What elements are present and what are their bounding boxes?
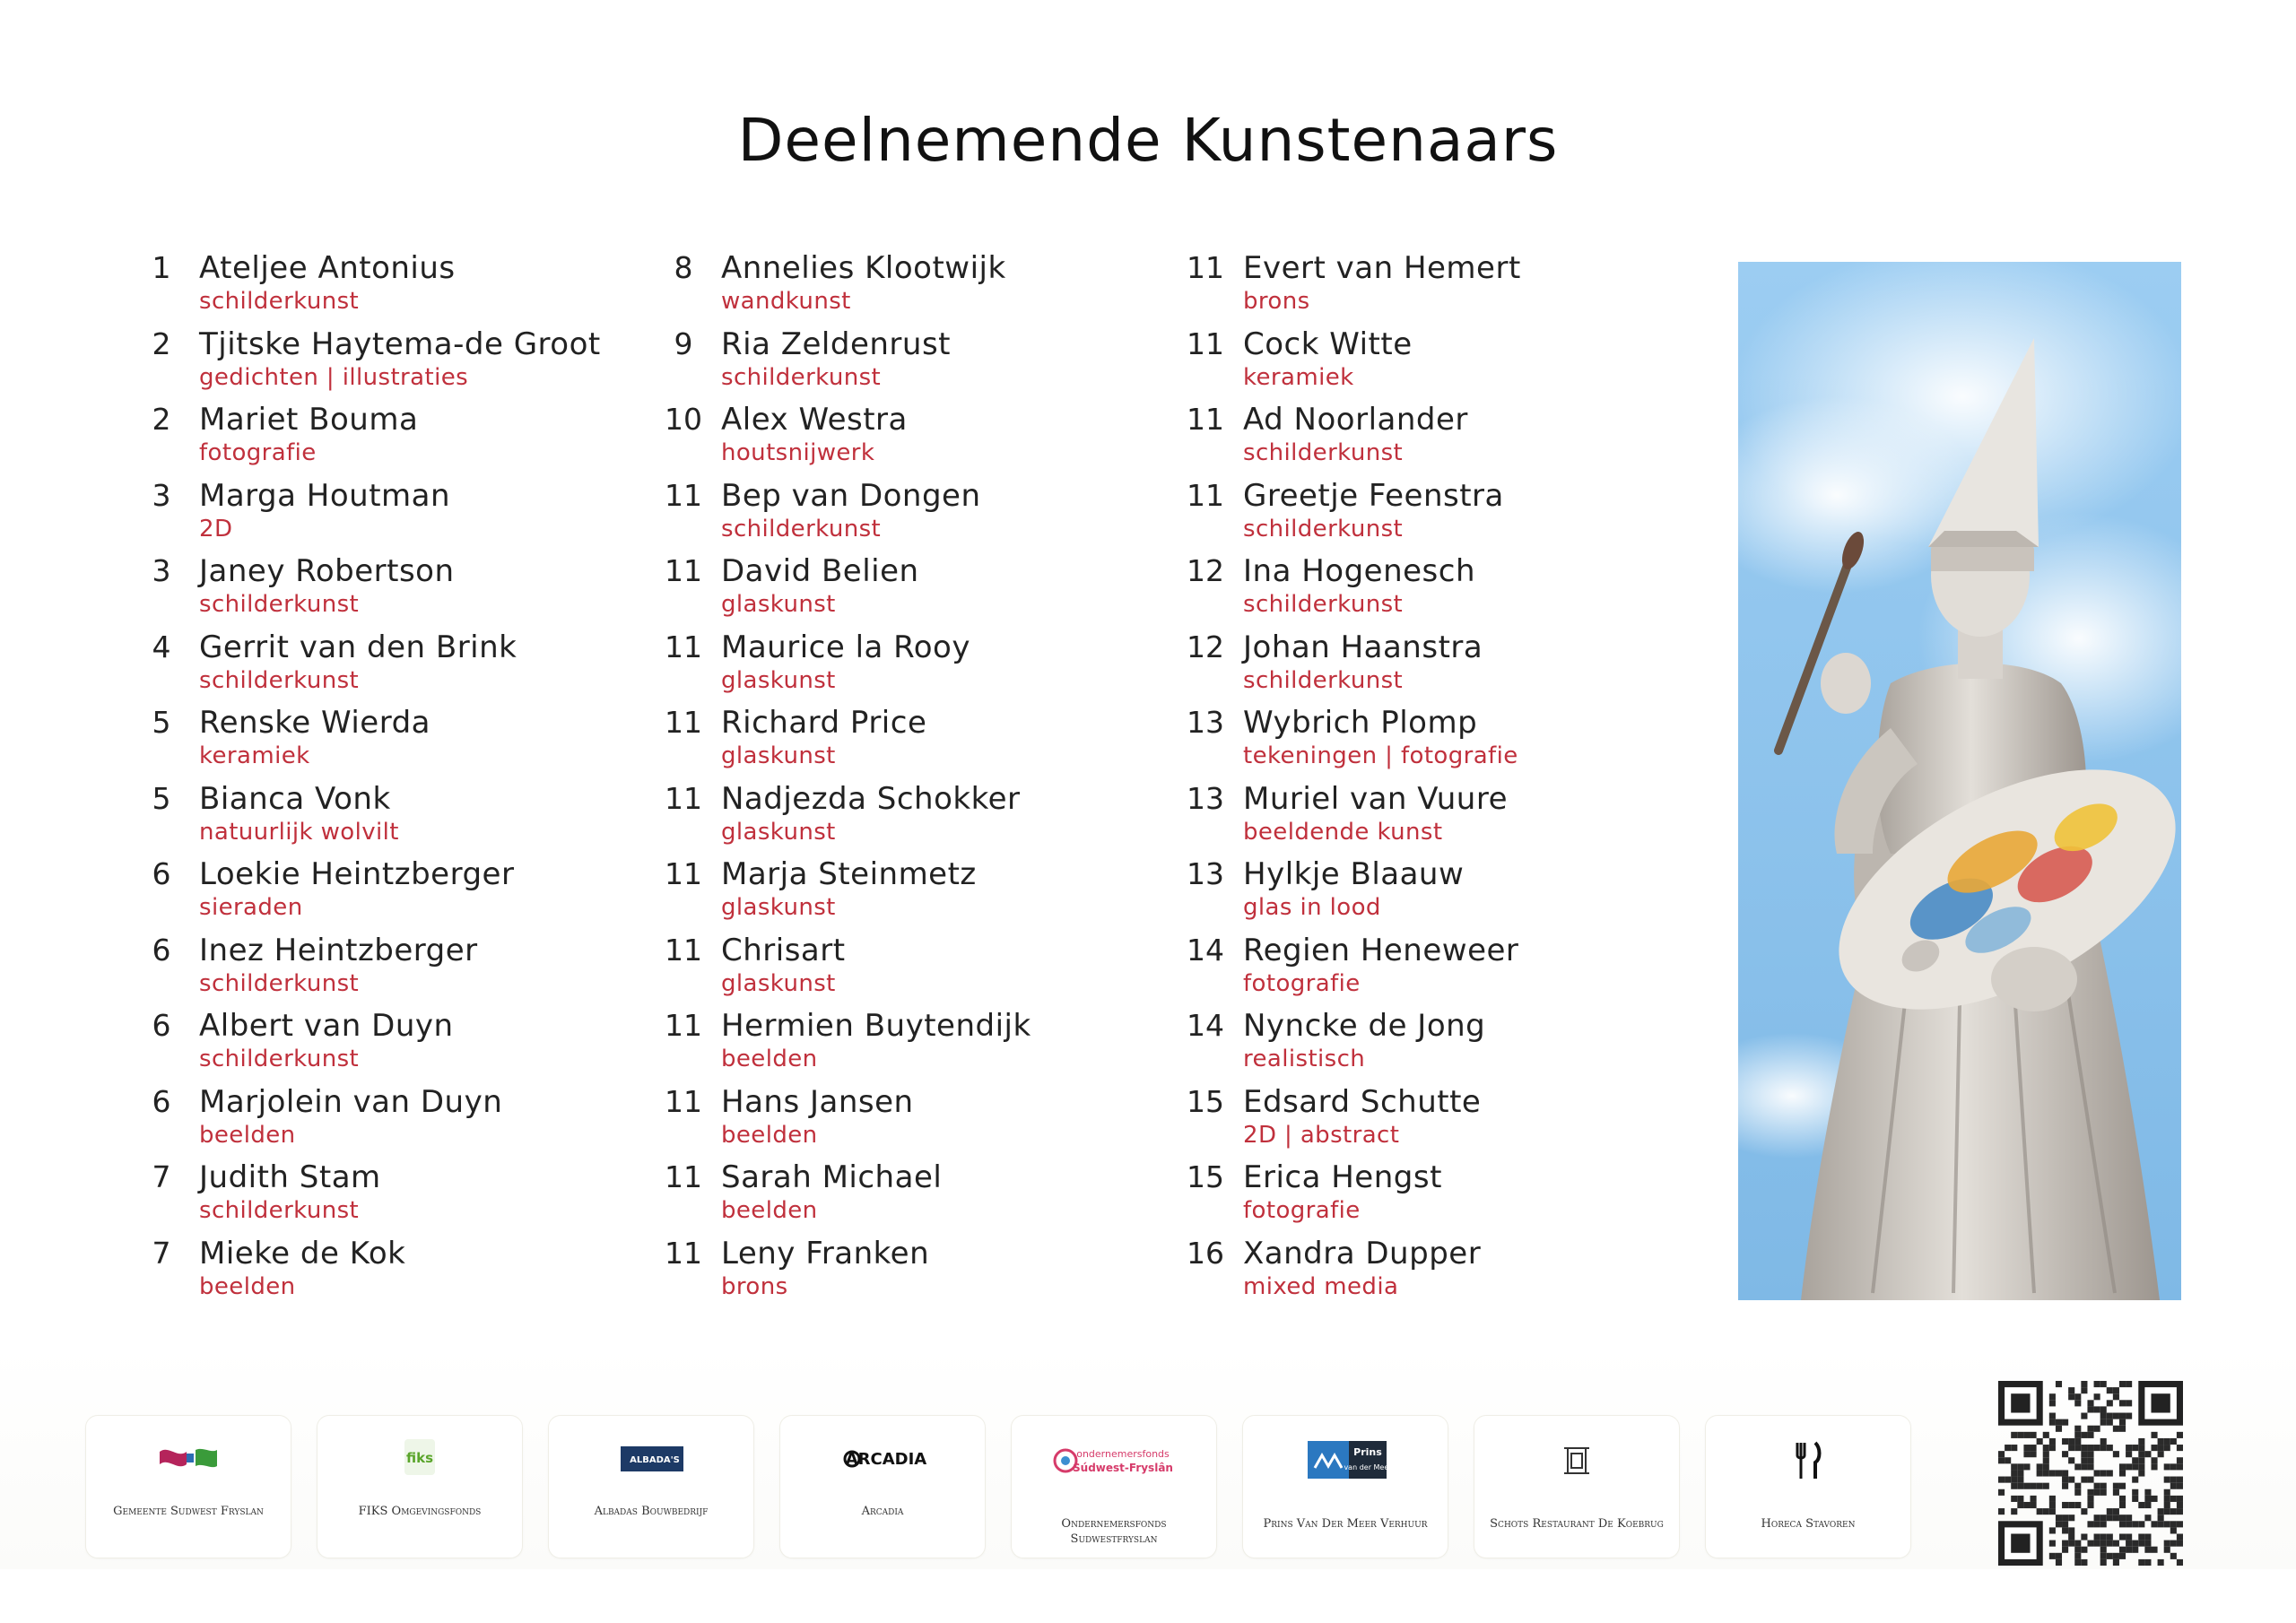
- artist-name: Edsard Schutte: [1243, 1083, 1482, 1120]
- artist-category: fotografie: [199, 439, 317, 466]
- artist-category: fotografie: [1243, 1197, 1361, 1224]
- artist-number: 12: [1187, 553, 1224, 588]
- artist-name: Marga Houtman: [199, 477, 451, 514]
- artist-number: 13: [1187, 780, 1224, 816]
- artist-name: Ateljee Antonius: [199, 250, 456, 286]
- artist-entry: [657, 931, 1159, 1007]
- artist-name: Erica Hengst: [1243, 1159, 1442, 1195]
- artist-entry: [657, 1082, 1159, 1159]
- artist-number: 2: [152, 325, 171, 361]
- artist-entry: [1178, 551, 1681, 628]
- sponsor-card[interactable]: [317, 1415, 523, 1558]
- artist-entry: [1178, 1158, 1681, 1234]
- artist-number: 7: [152, 1159, 171, 1194]
- artist-name: Ina Hogenesch: [1243, 553, 1476, 589]
- artist-entry: [1178, 325, 1681, 401]
- arcadia-logo: [780, 1436, 985, 1486]
- page-title: Deelnemende Kunstenaars: [737, 106, 1559, 175]
- artist-entry: [657, 1158, 1159, 1234]
- artist-number: 8: [674, 250, 693, 285]
- artist-entry: [135, 1006, 637, 1082]
- artist-category: brons: [721, 1272, 788, 1300]
- artist-entry: [135, 931, 637, 1007]
- artist-name: Ad Noorlander: [1243, 402, 1468, 438]
- artist-entry: [135, 1158, 637, 1234]
- qr-code[interactable]: [1998, 1381, 2183, 1566]
- albadas-logo: [549, 1436, 753, 1486]
- ondernemers-logo-top: ondernemersfonds: [1076, 1448, 1170, 1460]
- artist-number: 11: [665, 477, 702, 513]
- artist-category: 2D | abstract: [1243, 1121, 1400, 1149]
- artist-category: glas in lood: [1243, 894, 1381, 921]
- artist-number: 5: [152, 780, 171, 816]
- artist-column-3: [1178, 248, 1681, 1309]
- artist-number: 4: [152, 629, 171, 664]
- artist-name: Xandra Dupper: [1243, 1235, 1482, 1271]
- artist-number: 6: [152, 1083, 171, 1119]
- artist-name: Maurice la Rooy: [721, 629, 970, 665]
- artist-category: schilderkunst: [199, 288, 360, 315]
- artist-category: beelden: [721, 1197, 818, 1224]
- artist-category: houtsnijwerk: [721, 439, 875, 466]
- artist-category: fotografie: [1243, 969, 1361, 997]
- fiks-logo-text: fiks: [405, 1450, 434, 1466]
- artist-number: 11: [665, 1235, 702, 1271]
- artist-entry: [1178, 855, 1681, 931]
- artist-name: Marja Steinmetz: [721, 856, 977, 892]
- artist-number: 11: [1187, 402, 1224, 437]
- artist-category: glaskunst: [721, 666, 836, 694]
- sponsor-card[interactable]: [85, 1415, 291, 1558]
- artist-entry: [135, 703, 637, 779]
- artist-entry: [1178, 1082, 1681, 1159]
- sponsor-card[interactable]: [1474, 1415, 1680, 1558]
- artist-entry: [1178, 931, 1681, 1007]
- artist-entry: [135, 1082, 637, 1159]
- artist-category: 2D: [199, 515, 233, 542]
- artist-name: Gerrit van den Brink: [199, 629, 517, 665]
- artist-number: 16: [1187, 1235, 1224, 1271]
- artist-name: Hans Jansen: [721, 1083, 914, 1120]
- artist-number: 1: [152, 250, 171, 285]
- sponsor-label: Arcadia: [861, 1505, 904, 1518]
- artist-name: Richard Price: [721, 705, 927, 741]
- artist-entry: [135, 476, 637, 552]
- sponsor-label: FIKS Omgevingsfonds: [358, 1505, 482, 1518]
- prins-logo-bottom: van der Meer: [1344, 1463, 1392, 1471]
- artist-category: schilderkunst: [721, 363, 882, 391]
- sponsor-card[interactable]: [1242, 1415, 1448, 1558]
- artist-number: 11: [665, 1008, 702, 1043]
- artist-category: natuurlijk wolvilt: [199, 818, 399, 846]
- sponsor-label: Ondernemersfonds Sudwestfryslan: [1061, 1517, 1167, 1546]
- artist-category: schilderkunst: [199, 1046, 360, 1072]
- artist-category: glaskunst: [721, 591, 836, 618]
- albadas-logo-text: ALBADA'S: [630, 1455, 680, 1465]
- sponsor-card[interactable]: [1011, 1415, 1217, 1558]
- artist-entry: [1178, 628, 1681, 704]
- artist-name: Evert van Hemert: [1243, 250, 1521, 286]
- artist-category: sieraden: [199, 894, 303, 921]
- artist-entry: [135, 325, 637, 401]
- artist-category: schilderkunst: [721, 515, 882, 542]
- artist-entry: [657, 325, 1159, 401]
- artist-entry: [657, 855, 1159, 931]
- artist-number: 11: [665, 629, 702, 664]
- artist-category: schilderkunst: [1243, 515, 1404, 542]
- artist-number: 11: [665, 553, 702, 588]
- artist-entry: [1178, 476, 1681, 552]
- cutlery-icon: [1706, 1436, 1910, 1486]
- artist-name: Chrisart: [721, 932, 846, 968]
- artist-name: Bianca Vonk: [199, 780, 391, 817]
- artist-category: schilderkunst: [199, 1197, 360, 1224]
- artist-name: Tjitske Haytema-de Groot: [199, 325, 601, 362]
- artist-number: 7: [152, 1235, 171, 1271]
- artist-entry: [657, 1234, 1159, 1310]
- artist-number: 11: [665, 1159, 702, 1194]
- artist-name: Nadjezda Schokker: [721, 780, 1021, 817]
- sponsor-label: Albadas Bouwbedrijf: [594, 1505, 709, 1518]
- artist-category: keramiek: [199, 742, 310, 769]
- artist-category: realistisch: [1243, 1046, 1366, 1072]
- artist-column-1: [135, 248, 637, 1309]
- artist-entry: [1178, 1234, 1681, 1310]
- artist-name: Hylkje Blaauw: [1243, 856, 1465, 892]
- artist-category: glaskunst: [721, 969, 836, 997]
- artist-name: Cock Witte: [1243, 325, 1413, 362]
- artist-name: Judith Stam: [199, 1159, 381, 1195]
- artist-name: Nyncke de Jong: [1243, 1008, 1486, 1044]
- ondernemersfonds-logo: [1012, 1436, 1216, 1486]
- sponsor-label: Gemeente Sudwest Fryslan: [113, 1505, 264, 1518]
- ondernemers-logo-bottom: Súdwest-Fryslân: [1073, 1462, 1173, 1474]
- artist-category: schilderkunst: [199, 969, 360, 997]
- artist-name: Annelies Klootwijk: [721, 250, 1006, 286]
- artist-category: glaskunst: [721, 818, 836, 846]
- artist-number: 2: [152, 402, 171, 437]
- restaurant-logo: [1474, 1436, 1679, 1486]
- gemeente-logo: [86, 1436, 291, 1486]
- artist-category: beelden: [199, 1272, 296, 1300]
- artist-entry: [1178, 779, 1681, 855]
- artist-name: Regien Heneweer: [1243, 932, 1519, 968]
- artist-entry: [135, 779, 637, 855]
- artist-category: beelden: [199, 1121, 296, 1149]
- sponsor-label: Schots Restaurant De Koebrug: [1490, 1517, 1664, 1531]
- artist-entry: [1178, 703, 1681, 779]
- artist-number: 3: [152, 553, 171, 588]
- artist-number: 9: [674, 325, 693, 361]
- artist-entry: [135, 855, 637, 931]
- artist-name: Wybrich Plomp: [1243, 705, 1478, 741]
- artist-number: 15: [1187, 1159, 1224, 1194]
- artist-entry: [135, 400, 637, 476]
- artist-name: Hermien Buytendijk: [721, 1008, 1031, 1044]
- artist-number: 11: [1187, 325, 1224, 361]
- artist-number: 11: [665, 1083, 702, 1119]
- statue-artwork: [1738, 262, 2181, 1300]
- artist-number: 11: [665, 856, 702, 891]
- artist-entry: [1178, 1006, 1681, 1082]
- artist-entry: [657, 703, 1159, 779]
- prins-logo-top: Prins: [1353, 1446, 1382, 1458]
- artist-name: Alex Westra: [721, 402, 908, 438]
- artist-category: wandkunst: [721, 288, 851, 315]
- artist-category: glaskunst: [721, 894, 836, 921]
- artist-category: schilderkunst: [1243, 591, 1404, 618]
- artist-category: schilderkunst: [199, 666, 360, 694]
- artist-number: 11: [1187, 477, 1224, 513]
- artist-name: Loekie Heintzberger: [199, 856, 515, 892]
- artist-name: Janey Robertson: [199, 553, 455, 589]
- sponsor-card[interactable]: [1705, 1415, 1911, 1558]
- artist-entry: [135, 248, 637, 325]
- artist-number: 6: [152, 1008, 171, 1043]
- artist-number: 6: [152, 932, 171, 968]
- artist-number: 13: [1187, 856, 1224, 891]
- artist-number: 11: [665, 780, 702, 816]
- sponsor-label: Horeca Stavoren: [1761, 1517, 1856, 1531]
- artist-category: tekeningen | fotografie: [1243, 742, 1518, 769]
- artist-number: 12: [1187, 629, 1224, 664]
- artist-category: beeldende kunst: [1243, 818, 1443, 846]
- artist-entry: [135, 551, 637, 628]
- artist-entry: [657, 1006, 1159, 1082]
- artist-entry: [657, 628, 1159, 704]
- artist-category: schilderkunst: [199, 591, 360, 618]
- artist-name: David Belien: [721, 553, 919, 589]
- artist-column-2: [657, 248, 1159, 1309]
- artist-name: Sarah Michael: [721, 1159, 943, 1195]
- artist-entry: [657, 248, 1159, 325]
- artist-entry: [657, 779, 1159, 855]
- artist-name: Bep van Dongen: [721, 477, 981, 514]
- artist-name: Renske Wierda: [199, 705, 431, 741]
- artist-name: Muriel van Vuure: [1243, 780, 1508, 817]
- sponsor-label: Prins Van Der Meer Verhuur: [1263, 1517, 1428, 1531]
- artist-name: Leny Franken: [721, 1235, 930, 1271]
- artist-name: Mieke de Kok: [199, 1235, 406, 1271]
- artist-entry: [1178, 400, 1681, 476]
- artist-number: 6: [152, 856, 171, 891]
- artist-number: 14: [1187, 932, 1224, 968]
- artist-number: 13: [1187, 705, 1224, 740]
- artist-number: 3: [152, 477, 171, 513]
- artist-number: 11: [665, 705, 702, 740]
- artist-number: 14: [1187, 1008, 1224, 1043]
- artist-entry: [135, 1234, 637, 1310]
- artist-number: 10: [665, 402, 702, 437]
- sponsor-card[interactable]: [548, 1415, 754, 1558]
- artist-category: brons: [1243, 288, 1310, 315]
- sponsor-card[interactable]: [779, 1415, 986, 1558]
- artist-number: 15: [1187, 1083, 1224, 1119]
- artist-category: mixed media: [1243, 1272, 1399, 1300]
- artist-name: Marjolein van Duyn: [199, 1083, 503, 1120]
- artist-name: Albert van Duyn: [199, 1008, 454, 1044]
- artist-entry: [657, 400, 1159, 476]
- artist-name: Mariet Bouma: [199, 402, 419, 438]
- artist-category: schilderkunst: [1243, 666, 1404, 694]
- fiks-logo: [317, 1436, 522, 1486]
- artist-category: glaskunst: [721, 742, 836, 769]
- artist-number: 11: [1187, 250, 1224, 285]
- artist-category: gedichten | illustraties: [199, 363, 469, 391]
- artist-category: keramiek: [1243, 363, 1354, 391]
- artist-name: Inez Heintzberger: [199, 932, 478, 968]
- artist-category: schilderkunst: [1243, 439, 1404, 466]
- artist-category: beelden: [721, 1046, 818, 1072]
- artist-name: Johan Haanstra: [1243, 629, 1483, 665]
- prins-logo: [1243, 1436, 1448, 1486]
- artist-entry: [657, 476, 1159, 552]
- artist-name: Greetje Feenstra: [1243, 477, 1504, 514]
- artist-number: 5: [152, 705, 171, 740]
- artist-category: beelden: [721, 1121, 818, 1149]
- arcadia-logo-text: ARCADIA: [845, 1450, 927, 1469]
- artist-entry: [1178, 248, 1681, 325]
- artist-name: Ria Zeldenrust: [721, 325, 951, 362]
- artist-entry: [657, 551, 1159, 628]
- artist-entry: [135, 628, 637, 704]
- artist-number: 11: [665, 932, 702, 968]
